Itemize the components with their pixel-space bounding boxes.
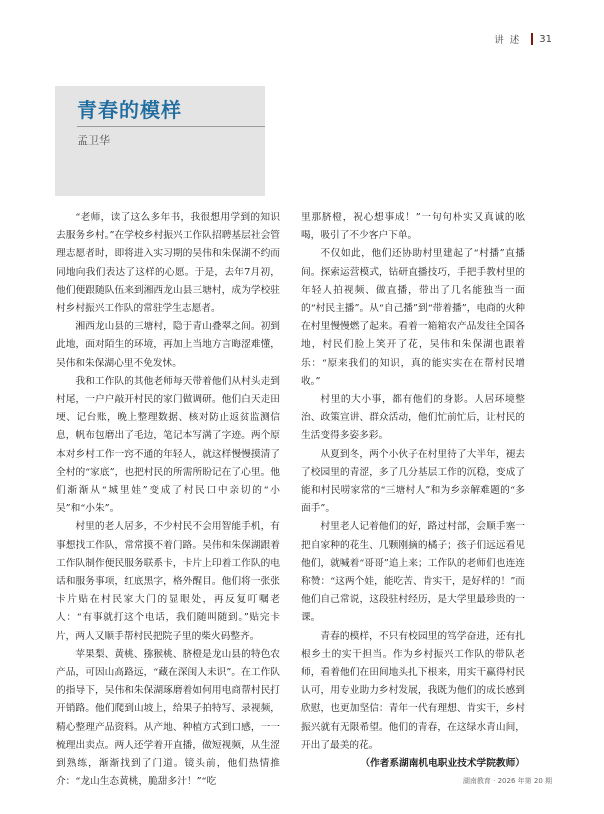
right-column bbox=[301, 209, 525, 773]
title-block bbox=[55, 86, 265, 196]
page-number: 31 bbox=[539, 33, 552, 45]
paragraph: 青春的模样，不只有校园里的笃学奋进，还有扎根乡土的实干担当。作为乡村振兴工作队的带队老师，看着他们在田间地头扎下根来，用实干赢得村民认可，用专业助力乡村发展，我既为他们的成长感到欣慰，也更加坚信：青年一代有理想、肯实干，乡村振兴就有无限希望。他们的青春，在这绿水青山间，开出了最美的花。 bbox=[301, 630, 525, 751]
paragraph: 从夏到冬，两个小伙子在村里待了大半年，褪去了校园里的青涩，多了几分基层工作的沉稳，变成了能和村民唠家常的“三塘村人”和为乡亲解难题的“多面手”。 bbox=[301, 448, 525, 515]
paragraph: “老师，读了这么多年书，我很想用学到的知识去服务乡村。”在学校乡村振兴工作队招聘基层社会管理志愿者时，即将进入实习期的吴伟和朱保湖不约而同地向我们表达了这样的心愿。于是，去年7月初，他们便跟随队伍来到湘西龙山县三塘村，成为学校驻村乡村振兴工作队的常驻学生志愿者。 bbox=[56, 212, 280, 315]
paragraph-continued: 里那脐橙，祝心想事成！”一句句朴实又真诚的吆喝，吸引了不少客户下单。 bbox=[301, 212, 525, 242]
paragraph: 不仅如此，他们还协助村里建起了“村播”直播间。探索运营模式，钻研直播技巧，手把手教村里的年轻人拍视频、做直播，带出了几名能独当一面的“村民主播”。从“自己播”到“带着播”，电商的火种在村里慢慢燃了起来。看着一箱箱农产品发往全国各地，村民们脸上笑开了花，吴伟和朱保湖也跟着乐：“原来我们的知识，真的能实实在在帮村民增收。” bbox=[301, 248, 525, 387]
paragraph: 村里老人记着他们的好，路过村部，会顺手塞一把自家种的花生、几颗刚摘的橘子；孩子们远远看见他们，就喊着“哥哥”追上来；工作队的老师们也连连称赞：“这两个娃，能吃苦、肯实干，是好样的！”而他们自己常说，这段驻村经历，是大学里最珍贵的一课。 bbox=[301, 521, 525, 624]
paragraph: 村里的大小事，都有他们的身影。人居环境整治、政策宣讲、群众活动，他们忙前忙后，让村民的生活变得多姿多彩。 bbox=[301, 394, 525, 442]
section-label: 讲述 bbox=[494, 35, 526, 46]
paragraph: 我和工作队的其他老师每天带着他们从村头走到村尾，一户户敲开村民的家门做调研。他们白天走田埂、记台账，晚上整理数据、核对防止返贫监测信息，帆布包磨出了毛边，笔记本写满了字迹。两个原本对乡村工作一窍不通的年轻人，就这样慢慢摸清了全村的“家底”，也把村民的所需所盼记在了心里。他们渐渐从“城里娃”变成了村民口中亲切的“小吴”和“小朱”。 bbox=[56, 375, 280, 515]
footer: 湖南教育 · 2026 年第 20 期 bbox=[462, 777, 552, 785]
author-note: （作者系湖南机电职业技术学院教师） bbox=[360, 758, 525, 770]
title-rule bbox=[77, 126, 265, 127]
paragraph: 苹果梨、黄桃、猕猴桃、脐橙是龙山县的特色农产品，可因山高路远，“藏在深闺人未识”。在工作队的指导下，吴伟和朱保湖琢磨着如何用电商帮村民打开销路。他们爬到山坡上，给果子拍特写、录视频，精心整理产品资料。从产地、种植方式到口感，一一梳理出卖点。两人还学着开直播，做短视频，从生涩到熟练，渐渐找到了门道。镜头前，他们热情推介：“龙山生态黄桃，脆甜多汁！”“吃 bbox=[56, 648, 280, 788]
paragraph: 村里的老人居多，不少村民不会用智能手机，有事想找工作队，常常摸不着门路。吴伟和朱保湖跟着工作队制作便民服务联系卡，卡片上印着工作队的电话和服务事项，红底黑字，格外醒目。他们将一张张卡片贴在村民家大门的显眼处，再反复叮嘱老人：“有事就打这个电话，我们随叫随到。”贴完卡片，两人又顺手帮村民把院子里的柴火码整齐。 bbox=[56, 521, 280, 642]
paragraph: 湘西龙山县的三塘村，隐于青山叠翠之间。初到此地，面对陌生的环境，再加上当地方言晦涩难懂，吴伟和朱保湖心里不免发怵。 bbox=[56, 321, 280, 369]
article-title: 青春的模样 bbox=[77, 98, 182, 122]
article-author: 孟卫华 bbox=[77, 134, 110, 147]
header-divider bbox=[531, 33, 533, 45]
running-header bbox=[494, 32, 552, 46]
left-column bbox=[56, 209, 280, 792]
